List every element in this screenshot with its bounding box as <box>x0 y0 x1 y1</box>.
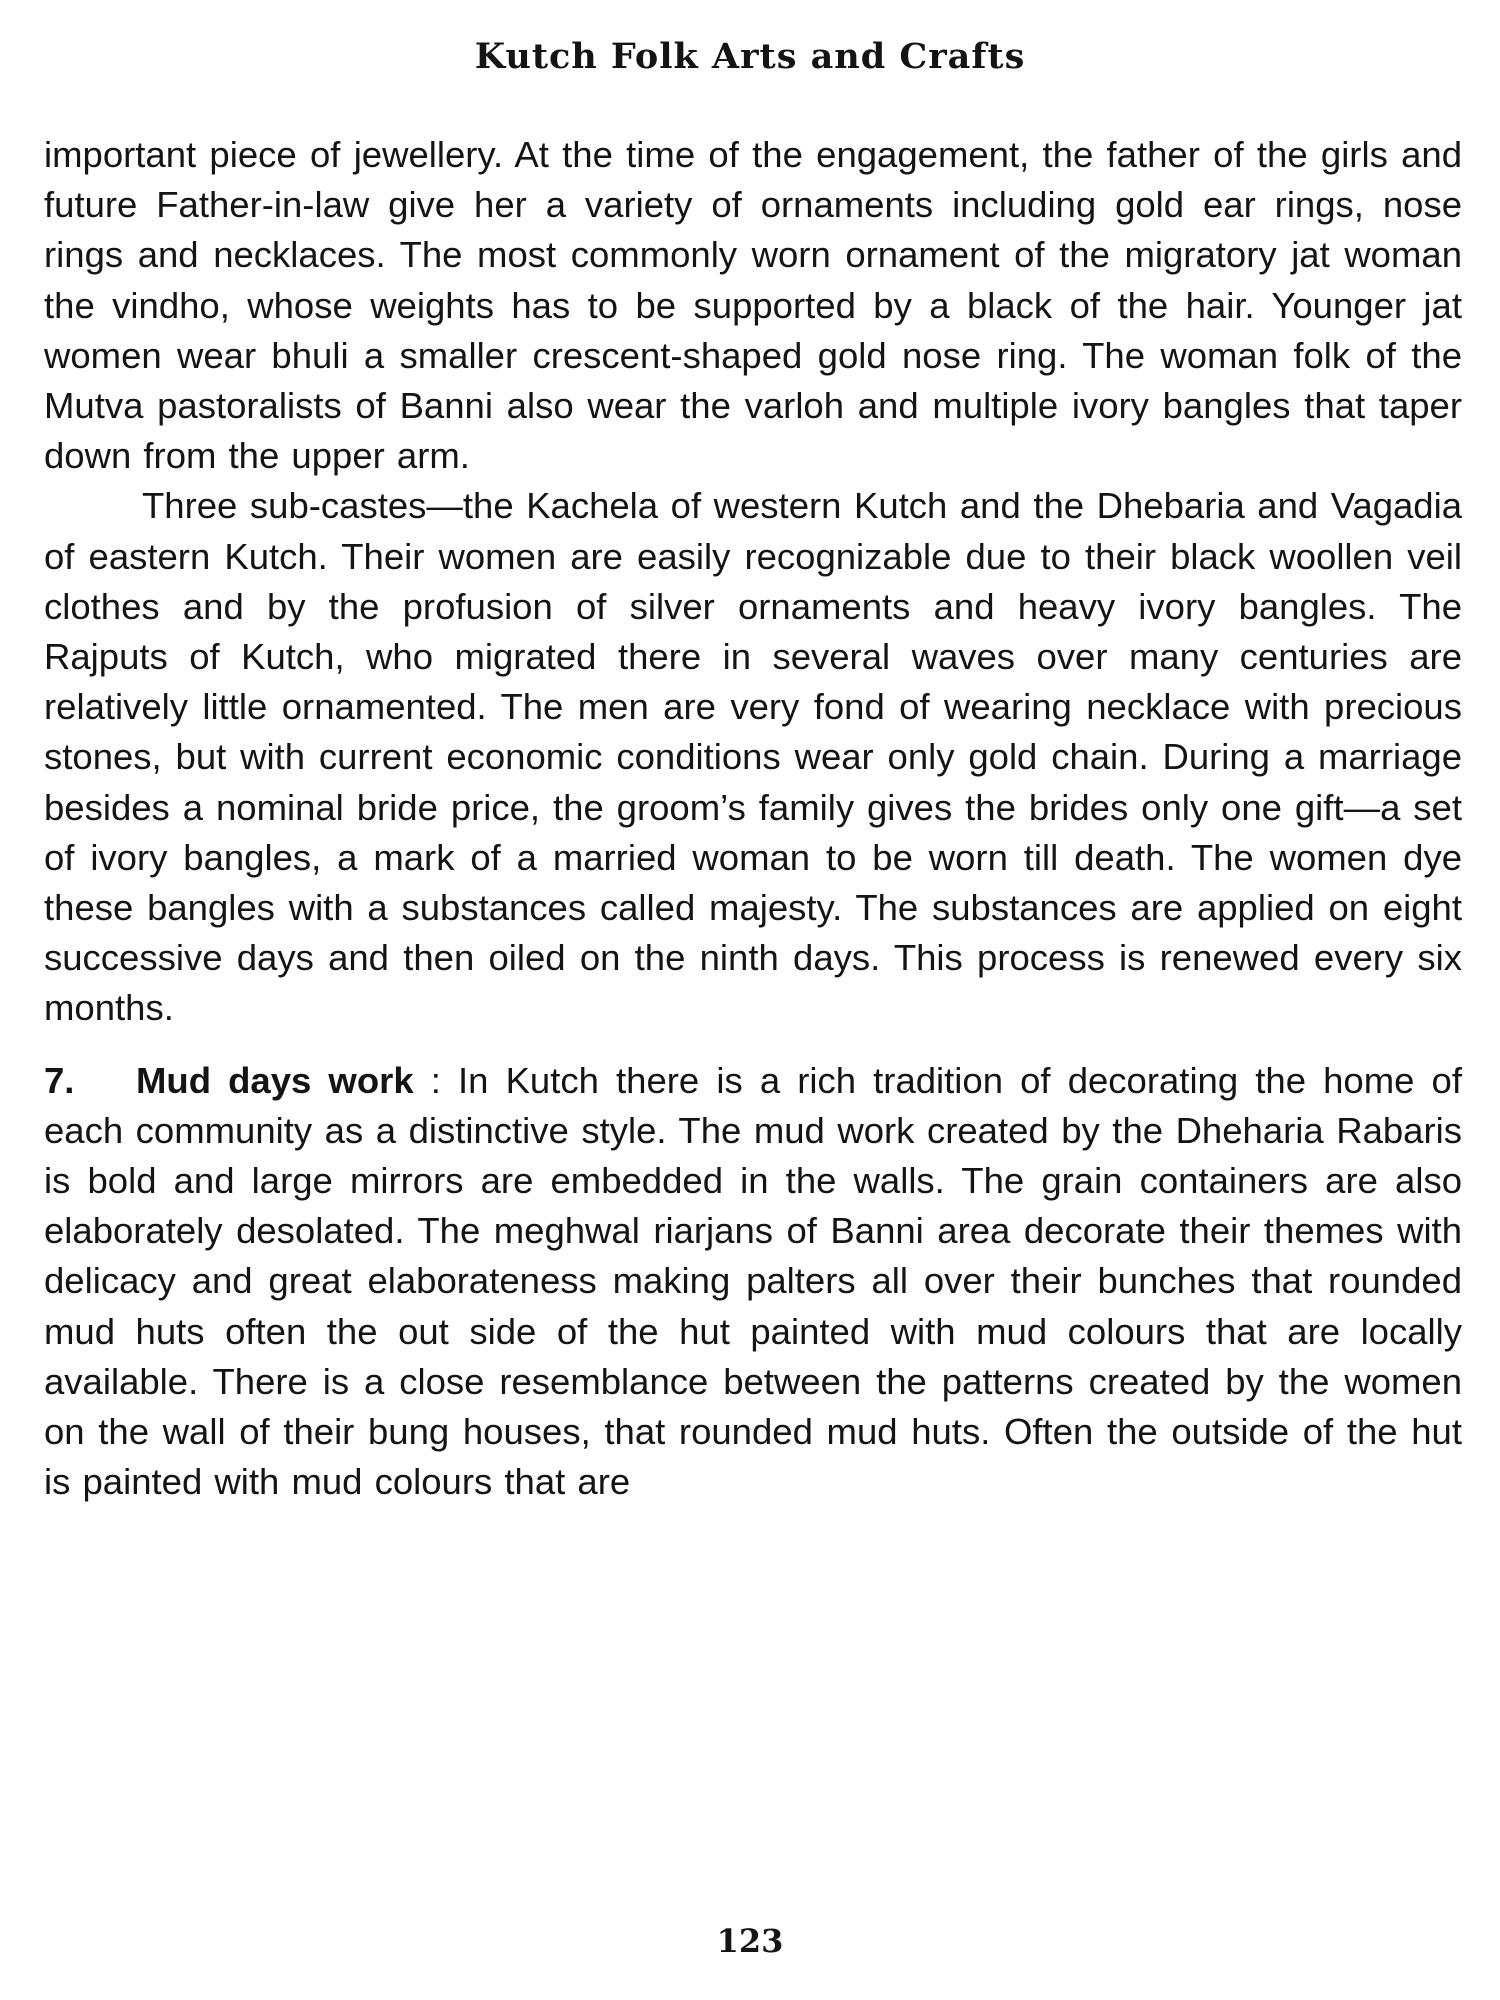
running-header: Kutch Folk Arts and Crafts <box>474 36 1026 77</box>
section-separator: : <box>413 1059 459 1101</box>
body-text <box>44 130 1462 1507</box>
page-number: 123 <box>716 1922 784 1960</box>
paragraph-sub-castes: Three sub-castes—the Kachela of western Kutch and the Dhebaria and Vagadia of eastern Kutch. Their women are easily recognizable due to their black woollen veil clothes and by the profusion of silver ornaments and heavy ivory bangles. The Rajputs of Kutch, who migrated there in several waves over many centuries are relatively little ornamented. The men are very fond of wearing necklace with precious stones, but with current economic conditions wear only gold chain. During a marriage besides a nominal bride price, the groom’s family gives the brides only one gift—a set of ivory bangles, a mark of a married woman to be worn till death. The women dye these bangles with a substances called majesty. The substances are applied on eight successive days and then oiled on the ninth days. This process is renewed every six months. <box>44 485 1462 1029</box>
paragraph-jewellery: important piece of jewellery. At the time of the engagement, the father of the girls and future Father-in-law give her a variety of ornaments including gold ear rings, nose rings and necklaces. The most commonly worn ornament of the migratory jat woman the vindho, whose weights has to be supported by a black of the hair. Younger jat women wear bhuli a smaller crescent-shaped gold nose ring. The woman folk of the Mutva pastoralists of Banni also wear the varloh and multiple ivory bangles that taper down from the upper arm. <box>44 134 1462 477</box>
section-mud-days-work <box>44 1056 1462 1508</box>
section-title: Mud days work <box>136 1059 414 1101</box>
section-text: In Kutch there is a rich tradition of decorating the home of each community as a distinctive style. The mud work created by the Dheharia Rabaris is bold and large mirrors are embedded in the walls. The grain containers are also elaborately desolated. The meghwal riarjans of Banni area decorate their themes with delicacy and great elaborateness making palters all over their bunches that rounded mud huts often the out side of the hut painted with mud colours that are locally available. There is a close resemblance between the patterns created by the women on the wall of their bung houses, that rounded mud huts. Often the outside of the hut is painted with mud colours that are <box>44 1059 1462 1503</box>
section-number: 7. <box>44 1059 75 1101</box>
